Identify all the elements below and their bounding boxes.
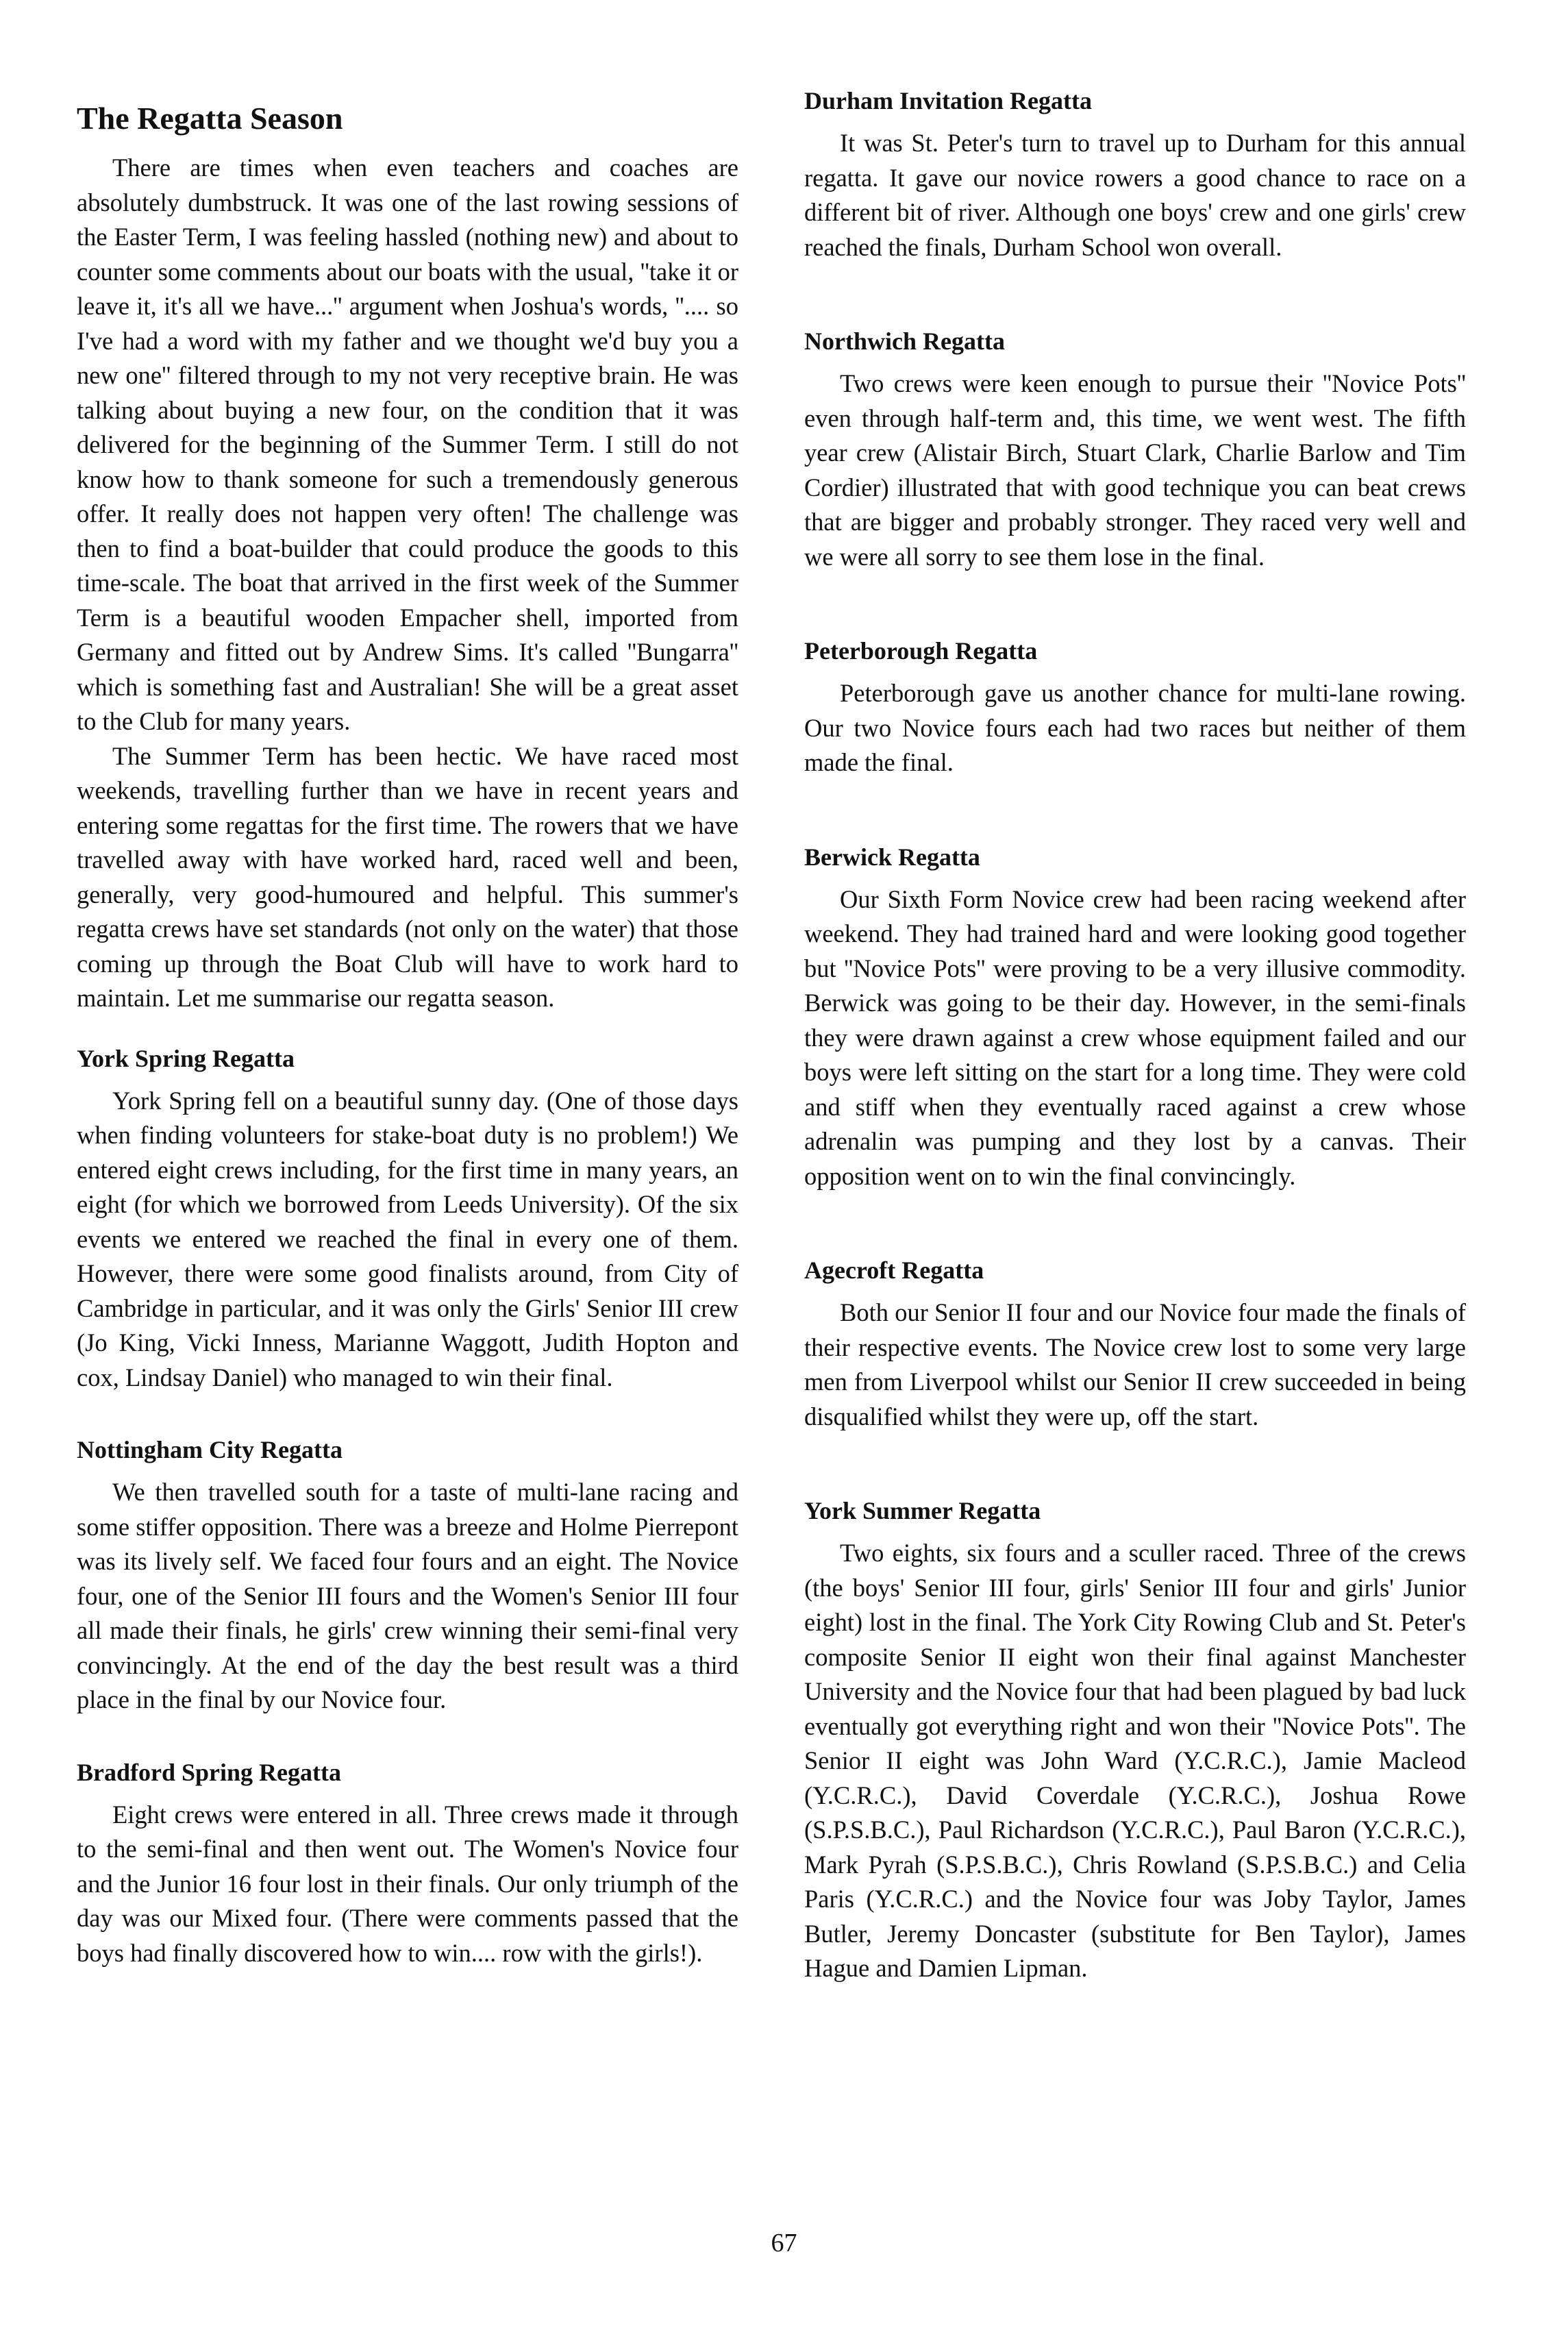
section-paragraph: Both our Senior II four and our Novice four made the finals of their respective events. The Novice crew lost to some very large men from Liverpool whilst our Senior II crew succeeded in being disqualified whilst they were up, off the start. [804,1298,1466,1430]
section-heading: Northwich Regatta [804,327,1005,355]
section-heading: Berwick Regatta [804,843,980,871]
section-york-summer [804,1496,1466,1986]
section-heading: Bradford Spring Regatta [77,1758,341,1786]
section-heading: Nottingham City Regatta [77,1436,343,1464]
section-heading: York Summer Regatta [804,1497,1041,1524]
section-paragraph: Peterborough gave us another chance for multi-lane rowing. Our two Novice fours each had two races but neither of them made the final. [804,679,1466,776]
left-column [77,86,738,2010]
section-agecroft [804,1255,1466,1434]
right-column [804,86,1466,2048]
intro-section [77,99,738,1016]
section-heading: Agecroft Regatta [804,1256,984,1284]
section-paragraph: We then travelled south for a taste of multi-lane racing and some stiffer opposition. There was a breeze and Holme Pierrepont was its lively self. We faced four fours and an eight. The Novice four, one of the Senior III fours and the Women's Senior III four all made their finals, he girls' crew winning their semi-final very convincingly. At the end of the day the best result was a third place in the final by our Novice four. [77,1478,738,1714]
section-york-spring [77,1043,738,1396]
section-paragraph: It was St. Peter's turn to travel up to Durham for this annual regatta. It gave our novice rowers a good chance to race on a different bit of river. Although one boys' crew and one girls' crew reached the finals, Durham School won overall. [804,129,1466,261]
article-title: The Regatta Season [77,101,343,136]
section-paragraph: Our Sixth Form Novice crew had been racing weekend after weekend. They had trained hard and were looking good together but ''Novice Pots'' were proving to be a very illusive commodity. Berwick was going to be their day. However, in the semi-finals they were drawn against a crew whose equipment failed and our boys were left sitting on the start for a long time. They were cold and stiff when they eventually raced against a crew whose adrenalin was pumping and they lost by a canvas. Their opposition went on to win the final convincingly. [804,884,1466,1190]
section-durham-invitation [804,86,1466,264]
section-paragraph: Two crews were keen enough to pursue their ''Novice Pots'' even through half-term and, this time, we went west. The fifth year crew (Alistair Birch, Stuart Clark, Charlie Barlow and Tim Cordier) illustrated that with good technique you can beat crews that are bigger and probably stronger. They raced very well and we were all sorry to see them lose in the final. [804,369,1466,571]
section-berwick [804,842,1466,1194]
section-peterborough [804,636,1466,780]
section-heading: York Spring Regatta [77,1044,295,1072]
section-paragraph: Two eights, six fours and a sculler raced. Three of the crews (the boys' Senior III four, girls' Senior III four and girls' Junior eight) lost in the final. The York City Rowing Club and St. Peter's composite Senior II eight won their final against Manchester University and the Novice four that had been plagued by bad luck eventually got everything right and won their ''Novice Pots''. The Senior II eight was John Ward (Y.C.R.C.), Jamie Macleod (Y.C.R.C.), David Coverdale (Y.C.R.C.), Joshua Rowe (S.P.S.B.C.), Paul Richardson (Y.C.R.C.), Paul Baron (Y.C.R.C.), Mark Pyrah (S.P.S.B.C.), Chris Rowland (S.P.S.B.C.) and Celia Paris (Y.C.R.C.) and the Novice four was Joby Taylor, James Butler, Jeremy Doncaster (substitute for Ben Taylor), James Hague and Damien Lipman. [804,1539,1466,1982]
section-nottingham-city [77,1435,738,1718]
section-paragraph: Eight crews were entered in all. Three crews made it through to the semi-final and then went out. The Women's Novice four and the Junior 16 four lost in their finals. Our only triumph of the day was our Mixed four. (There were comments passed that the boys had finally discovered how to win.... row with the girls!). [77,1800,738,1967]
intro-paragraph-1: There are times when even teachers and coaches are absolutely dumbstruck. It was one of the last rowing sessions of the Easter Term, I was feeling hassled (nothing new) and about to counter some comments about our boats with the usual, ''take it or leave it, it's all we have...'' argument when Joshua's words, ''.... so I've had a word with my father and we thought we'd buy you a new one'' filtered through to my not very receptive brain. He was talking about buying a new four, on the condition that it was delivered for the beginning of the Summer Term. I still do not know how to thank someone for such a tremendously generous offer. It really does not happen very often! The challenge was then to find a boat-builder that could produce the goods to this time-scale. The boat that arrived in the first week of the Summer Term is a beautiful wooden Empacher shell, imported from Germany and fitted out by Andrew Sims. It's called ''Bungarra'' which is something fast and Australian! She will be a great asset to the Club for many years. [77,153,738,736]
section-bradford-spring [77,1757,738,1971]
section-heading: Durham Invitation Regatta [804,87,1092,114]
section-paragraph: York Spring fell on a beautiful sunny day. (One of those days when finding volunteers for stake-boat duty is no problem!) We entered eight crews including, for the first time in many years, an eight (for which we borrowed from Leeds University). Of the six events we entered we reached the final in every one of them. However, there were some good finalists around, from City of Cambridge in particular, and it was only the Girls' Senior III crew (Jo King, Vicki Inness, Marianne Waggott, Judith Hopton and cox, Lindsay Daniel) who managed to win their final. [77,1086,738,1391]
page-number: 67 [771,2229,797,2257]
section-heading: Peterborough Regatta [804,637,1038,665]
intro-paragraph-2: The Summer Term has been hectic. We have raced most weekends, travelling further than we have in recent years and entering some regattas for the first time. The rowers that we have travelled away with have worked hard, raced well and been, generally, very good-humoured and helpful. This summer's regatta crews have set standards (not only on the water) that those coming up through the Boat Club will have to work hard to maintain. Let me summarise our regatta season. [77,741,738,1013]
section-northwich [804,326,1466,574]
